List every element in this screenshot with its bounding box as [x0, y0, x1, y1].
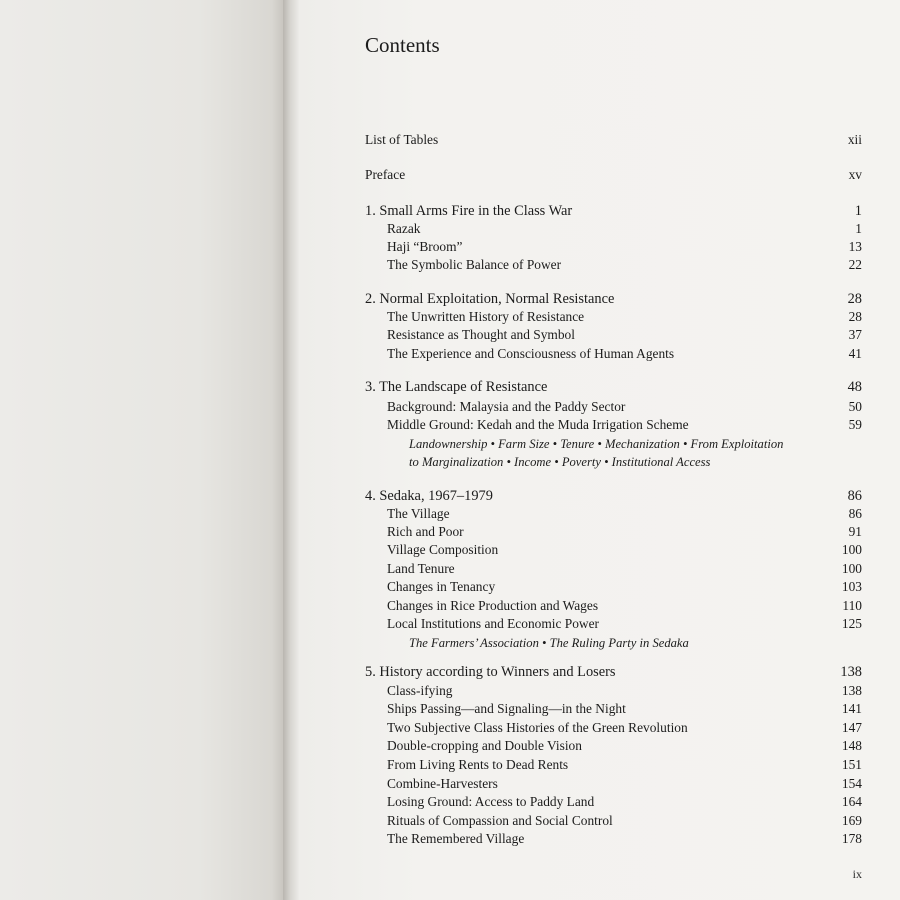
toc-section-page: 147	[841, 720, 862, 735]
toc-section-page: 50	[848, 399, 862, 414]
toc-section-title: Double-cropping and Double Vision	[387, 738, 582, 753]
toc-chapter-page: 28	[847, 291, 862, 307]
toc-section	[365, 560, 862, 578]
toc-section	[365, 398, 862, 416]
toc-subsection-title: The Farmers’ Association • The Ruling Party in Sedaka	[409, 636, 689, 650]
toc-section-title: The Remembered Village	[387, 831, 525, 846]
book-gutter	[283, 0, 299, 900]
toc-section	[365, 756, 862, 774]
toc-front-matter-page: xii	[847, 132, 862, 147]
toc-section-page: 148	[841, 738, 862, 753]
toc-section	[365, 238, 862, 256]
toc-section	[365, 541, 862, 559]
toc-chapter-title: 4. Sedaka, 1967–1979	[365, 488, 493, 504]
toc-section	[365, 682, 862, 700]
toc-section-title: Two Subjective Class Histories of the Green Revolution	[387, 720, 688, 735]
toc-front-matter-page: xv	[848, 167, 862, 182]
toc-front-matter-title: Preface	[365, 167, 406, 182]
toc-section-page: 91	[848, 524, 862, 539]
toc-section-page: 41	[848, 346, 862, 361]
toc-section-title: Razak	[387, 221, 421, 236]
toc-subsection	[365, 634, 862, 652]
toc-section-title: Land Tenure	[387, 561, 455, 576]
toc-section-page: 164	[841, 794, 862, 809]
toc-section	[365, 578, 862, 596]
toc-chapter-page: 48	[847, 379, 862, 395]
toc-chapter-title: 5. History according to Winners and Losers	[365, 664, 616, 680]
page-number: ix	[852, 867, 862, 881]
toc-section-title: The Village	[387, 506, 450, 521]
toc-subsection	[365, 453, 862, 471]
toc-section-title: Resistance as Thought and Symbol	[387, 327, 575, 342]
toc-section	[365, 345, 862, 363]
right-page	[299, 0, 900, 900]
toc-section	[365, 812, 862, 830]
toc-section-title: Background: Malaysia and the Paddy Sector	[387, 399, 626, 414]
toc-section	[365, 256, 862, 274]
toc-section	[365, 615, 862, 633]
toc-subsection-title: Landownership • Farm Size • Tenure • Mechanization • From Exploitation	[409, 437, 784, 451]
toc-section	[365, 597, 862, 615]
toc-section-page: 103	[841, 579, 862, 594]
toc-front-matter-title: List of Tables	[365, 132, 439, 147]
toc-chapter	[365, 202, 862, 220]
toc-section	[365, 793, 862, 811]
toc-chapter	[365, 378, 862, 396]
toc-section-page: 154	[841, 776, 862, 791]
toc-section-title: The Experience and Consciousness of Human Agents	[387, 346, 675, 361]
toc-section-page: 100	[841, 542, 862, 557]
toc-section-title: Village Composition	[387, 542, 499, 557]
toc-chapter-title: 2. Normal Exploitation, Normal Resistance	[365, 291, 615, 307]
toc-section-title: Class-ifying	[387, 683, 453, 698]
toc-section-page: 1	[855, 221, 862, 236]
toc-section-title: Local Institutions and Economic Power	[387, 616, 599, 631]
toc-section-title: Losing Ground: Access to Paddy Land	[387, 794, 595, 809]
toc-section-page: 100	[841, 561, 862, 576]
toc-section-page: 169	[841, 813, 862, 828]
toc-chapter	[365, 290, 862, 308]
toc-section	[365, 326, 862, 344]
toc-chapter-page: 86	[847, 488, 862, 504]
toc-section-title: Haji “Broom”	[387, 239, 463, 254]
toc-section-title: From Living Rents to Dead Rents	[387, 757, 569, 772]
toc-section	[365, 830, 862, 848]
toc-section	[365, 308, 862, 326]
toc-subsection-title: to Marginalization • Income • Poverty • Institutional Access	[409, 455, 711, 469]
toc-section-page: 138	[841, 683, 862, 698]
toc-section-title: Changes in Rice Production and Wages	[387, 598, 599, 613]
page-title: Contents	[365, 33, 440, 57]
toc-chapter-page: 138	[840, 664, 862, 680]
toc-section-page: 178	[841, 831, 862, 846]
toc-section-page: 151	[841, 757, 862, 772]
toc-section	[365, 737, 862, 755]
toc-chapter-title: 3. The Landscape of Resistance	[365, 379, 548, 395]
toc-section	[365, 523, 862, 541]
toc-section-page: 13	[848, 239, 862, 254]
toc-section-page: 110	[842, 598, 862, 613]
toc-front-matter	[365, 131, 862, 149]
toc-chapter-page: 1	[854, 203, 862, 219]
toc-section-page: 37	[848, 327, 862, 342]
toc-front-matter	[365, 166, 862, 184]
toc-section-page: 125	[841, 616, 862, 631]
toc-section-page: 22	[848, 257, 862, 272]
toc-chapter	[365, 487, 862, 505]
left-page	[0, 0, 283, 900]
toc-section-title: The Unwritten History of Resistance	[387, 309, 585, 324]
toc-section	[365, 719, 862, 737]
toc-section-title: Ships Passing—and Signaling—in the Night	[387, 701, 626, 716]
toc-subsection	[365, 435, 862, 453]
toc-section	[365, 505, 862, 523]
toc-section-title: Rich and Poor	[387, 524, 464, 539]
toc-section-page: 141	[841, 701, 862, 716]
toc-section-page: 28	[848, 309, 862, 324]
toc-section	[365, 220, 862, 238]
toc-section-title: The Symbolic Balance of Power	[387, 257, 562, 272]
toc-section	[365, 700, 862, 718]
toc-section	[365, 775, 862, 793]
toc-section-page: 86	[848, 506, 862, 521]
left-page-faded-text	[8, 30, 280, 67]
toc-section-title: Rituals of Compassion and Social Control	[387, 813, 613, 828]
toc-section-title: Middle Ground: Kedah and the Muda Irrigation Scheme	[387, 417, 689, 432]
toc-section	[365, 416, 862, 434]
toc-section-title: Changes in Tenancy	[387, 579, 496, 594]
toc-chapter-title: 1. Small Arms Fire in the Class War	[365, 203, 573, 219]
toc-chapter	[365, 663, 862, 681]
toc-section-page: 59	[848, 417, 862, 432]
toc-section-title: Combine-Harvesters	[387, 776, 498, 791]
